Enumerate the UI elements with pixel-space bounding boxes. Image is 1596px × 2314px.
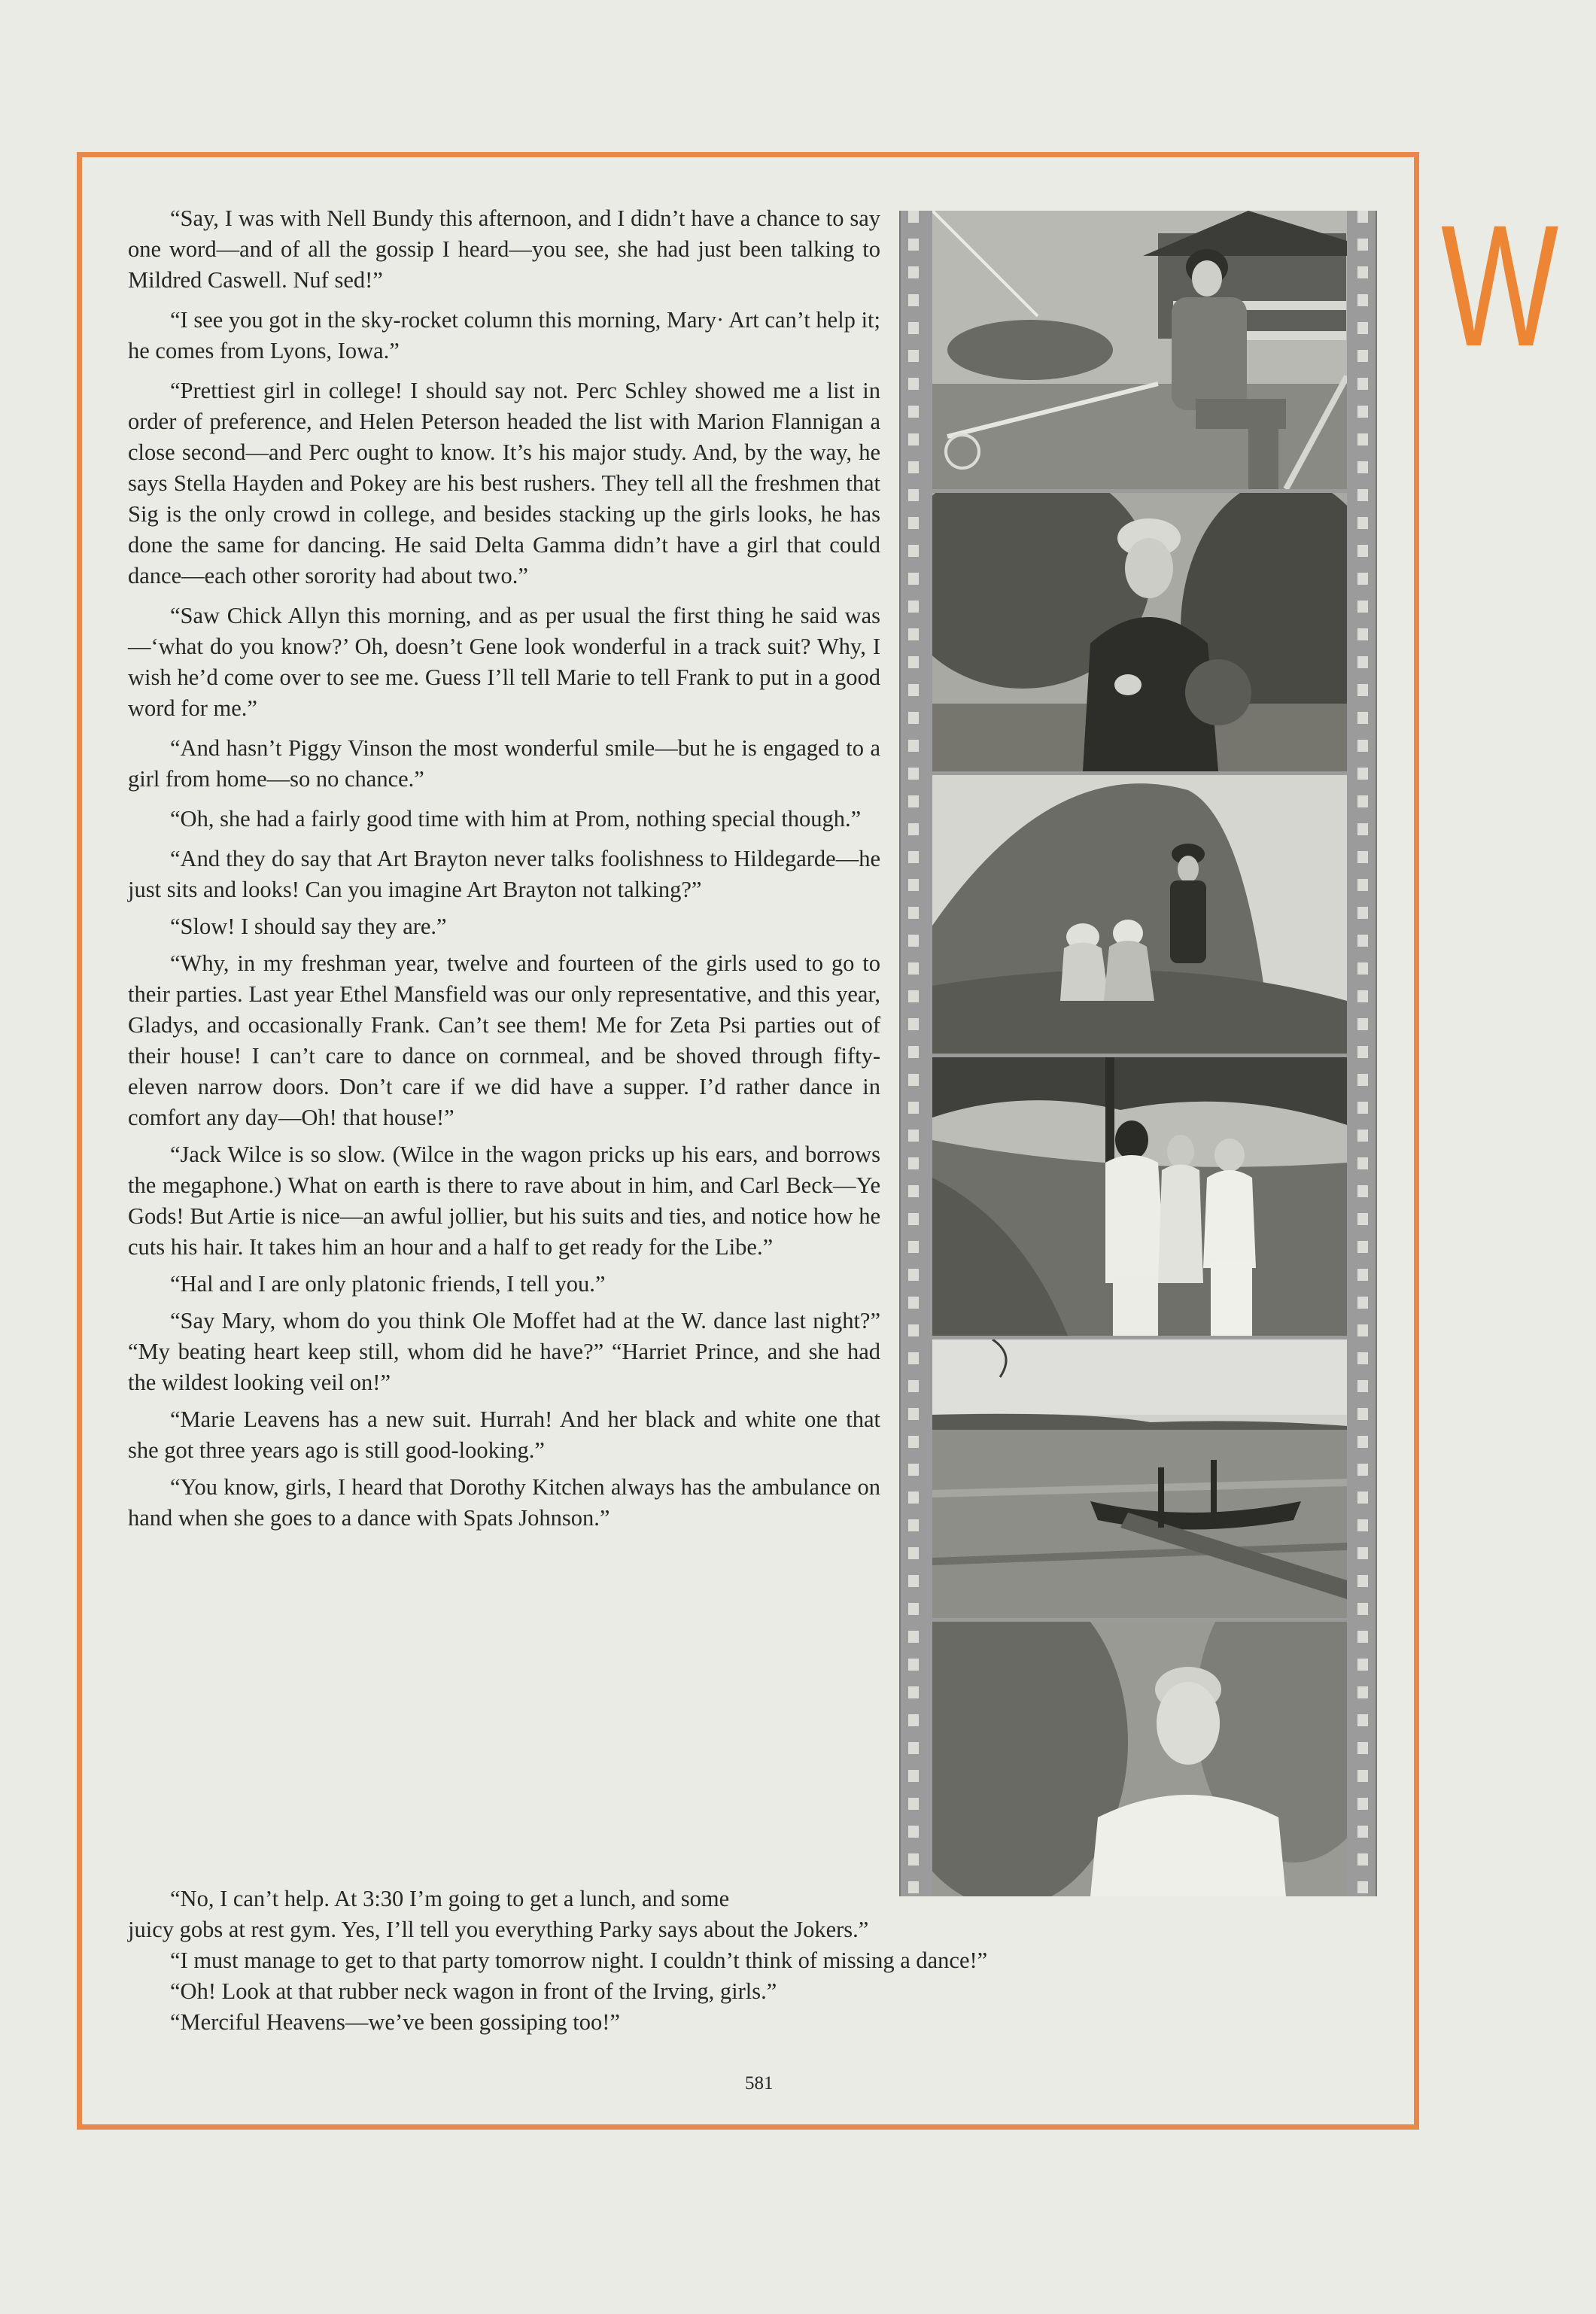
photo-group-on-haystack <box>932 775 1347 1054</box>
text-line: “I must manage to get to that party tomorrow night. I couldn’t think of missing a dance!” <box>170 1948 988 1973</box>
text-line: “No, I can’t help. At 3:30 I’m going to get a lunch, and some <box>170 1886 730 1911</box>
photo-man-on-farm-machine <box>932 211 1347 489</box>
text-line: “Oh! Look at that rubber neck wagon in front of the Irving, girls.” <box>170 1978 777 2004</box>
film-perforations-right <box>1357 211 1368 1896</box>
film-strip <box>899 211 1377 1896</box>
paragraph: “Oh, she had a fairly good time with him at Prom, nothing special though.” <box>170 806 862 832</box>
paragraph: “Jack Wilce is so slow. (Wilce in the wagon pricks up his ears, and borrows the megaphone.) What on earth is there to rave about in him, and Carl Beck—Ye Gods! But Artie is nice—an awful jollier, but his suits and ties, and notice how he cuts his hair. It takes him an hour and a half to get ready for the Libe.” <box>128 1142 880 1260</box>
paragraph: “Saw Chick Allyn this morning, and as per usual the first thing he said was—‘what do you know?’ Oh, doesn’t Gene look wonderful in a track suit? Why, I wish he’d come over to see me. Guess I’ll tell Marie to tell Frank to put in a good word for me.” <box>128 603 880 721</box>
paragraph: “Marie Leavens has a new suit. Hurrah! And her black and white one that she got three years ago is still good-looking.” <box>128 1406 880 1463</box>
photo-canoe-at-dock <box>932 1339 1347 1618</box>
photo-smiling-man <box>932 1622 1347 1896</box>
paragraph: “And they do say that Art Brayton never talks foolishness to Hildegarde—he just sits and looks! Can you imagine Art Brayton not talking?” <box>128 846 880 902</box>
paragraph: “I see you got in the sky-rocket column this morning, Mary· Art can’t help it; he comes from Lyons, Iowa.” <box>128 307 880 363</box>
paragraph: “Say, I was with Nell Bundy this afternoon, and I didn’t have a chance to say one word—and of all the gossip I heard—you see, she had just been talking to Mildred Caswell. Nuf sed!” <box>128 205 880 293</box>
gossip-text-column <box>128 203 880 1540</box>
page-number: 581 <box>745 2073 774 2094</box>
paragraph: “Say Mary, whom do you think Ole Moffet had at the W. dance last night?” “My beating heart keep still, whom did he have?” “Harriet Prince, and she had the wildest looking veil on!” <box>128 1308 880 1395</box>
ornamental-initial-letter: W <box>1441 189 1559 382</box>
photo-three-men-by-trees <box>932 1057 1347 1336</box>
text-line: “Merciful Heavens—we’ve been gossiping too!” <box>170 2009 620 2035</box>
film-perforations-left <box>908 211 919 1896</box>
paragraph: “Slow! I should say they are.” <box>170 914 447 939</box>
photo-woman-with-ball <box>932 493 1347 771</box>
closing-paragraphs <box>128 1884 1317 2038</box>
text-line: juicy gobs at rest gym. Yes, I’ll tell you everything Parky says about the Jokers.” <box>128 1917 869 1942</box>
paragraph: “Prettiest girl in college! I should say not. Perc Schley showed me a list in order of preference, and Helen Peterson headed the list with Marion Flannigan a close second—and Perc ought to know. It’s his major study. And, by the way, he says Stella Hayden and Pokey are his best rushers. They tell all the freshmen that Sig is the only crowd in college, and besides stacking up the girls looks, he has done the same for dancing. He said Delta Gamma didn’t have a girl that could dance—each other sorority had about two.” <box>128 378 880 588</box>
paragraph: “You know, girls, I heard that Dorothy Kitchen always has the ambulance on hand when she goes to a dance with Spats Johnson.” <box>128 1474 880 1531</box>
paragraph: “Hal and I are only platonic friends, I tell you.” <box>170 1271 606 1297</box>
paragraph: “And hasn’t Piggy Vinson the most wonderful smile—but he is engaged to a girl from home—so no chance.” <box>128 735 880 792</box>
paragraph: “Why, in my freshman year, twelve and fourteen of the girls used to go to their parties. Last year Ethel Mansfield was our only representative, and this year, Gladys, and occasionally Frank. Can’t see them! Me for Zeta Psi parties out of their house! I can’t care to dance on cornmeal, and be shoved through fifty-eleven narrow doors. Don’t care if we did have a supper. I’d rather dance in comfort any day—Oh! that house!” <box>128 950 880 1130</box>
